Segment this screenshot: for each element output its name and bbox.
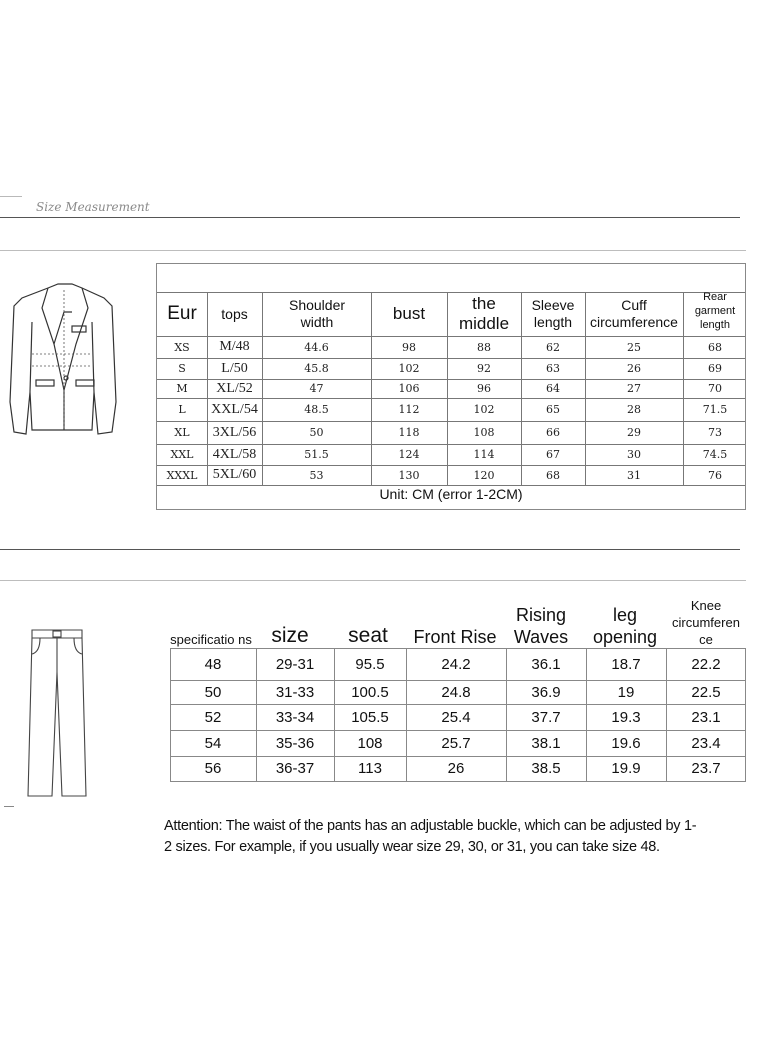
cell-cuff: 29 [627,426,641,439]
cell-spec: 50 [204,683,222,701]
cell-middle: 108 [473,426,495,439]
cell-middle: 120 [473,468,495,482]
cell-rear: 74.5 [702,448,728,461]
cell-cuff: 27 [627,382,641,395]
cell-eur: L [178,403,186,416]
cell-tops: XXL/54 [211,401,258,417]
cell-cuff: 31 [627,468,641,482]
cell-rising-waves: 36.1 [531,655,561,673]
section-mark [0,196,22,201]
cell-bust: 106 [398,382,420,395]
jacket-illustration [8,282,120,442]
table-row [157,398,745,421]
table-row [157,336,745,358]
cell-shoulder: 51.5 [304,448,329,461]
jacket-size-table [156,263,746,510]
cell-seat: 108 [357,734,383,752]
cell-cuff: 30 [627,448,641,461]
cell-tops: L/50 [221,360,248,376]
cell-bust: 130 [398,468,420,482]
cell-size: 33-34 [275,708,315,726]
section-divider-top [0,217,740,218]
header-shoulder-width: Shoulder width [288,297,346,330]
cell-shoulder: 53 [309,468,324,482]
cell-rising-waves: 38.5 [531,760,561,777]
pants-size-table [170,648,746,782]
header-rising-waves: Rising Waves [513,605,569,647]
header-cuff-circumference: Cuff circumference [590,297,678,330]
cell-middle: 114 [473,448,495,461]
cell-knee: 22.5 [691,683,721,701]
cell-seat: 105.5 [351,708,389,726]
cell-shoulder: 48.5 [304,403,329,416]
cell-eur: XXL [170,448,194,461]
cell-middle: 92 [477,362,491,375]
header-sleeve-length: Sleeve length [531,297,575,330]
cell-sleeve: 67 [546,448,560,461]
cell-rear: 70 [708,382,722,395]
cell-bust: 124 [398,448,420,461]
section-divider-middle [0,549,740,550]
header-seat: seat [348,624,388,647]
cell-eur: XS [174,340,190,354]
table-row [157,379,745,398]
cell-bust: 112 [398,403,420,416]
cell-eur: XXXL [166,468,198,482]
cell-size: 29-31 [275,655,315,673]
cell-eur: M [176,382,188,395]
cell-front-rise: 25.4 [441,708,471,726]
header-rear-garment-length: Rear garment length [694,291,736,331]
cell-size: 35-36 [275,734,315,752]
cell-seat: 113 [358,760,382,777]
header-bust: bust [392,304,426,323]
header-knee-circumference: Knee circumferen ce [672,598,740,647]
frame-line [0,250,746,251]
cell-eur: XL [174,426,190,439]
cell-knee: 23.4 [691,734,721,752]
cell-middle: 102 [473,403,495,416]
cell-cuff: 28 [627,403,641,416]
header-middle: the middle [458,294,510,333]
cell-cuff: 25 [627,340,641,354]
cell-tops: 4XL/58 [212,446,257,462]
cell-eur: S [178,362,186,375]
attention-line-2: 2 sizes. For example, if you usually wear size 29, 30, or 31, you can take size 48. [164,839,660,855]
cell-front-rise: 24.8 [441,683,471,701]
header-tops: tops [221,305,248,322]
jacket-header-row [157,292,745,336]
cell-leg-opening: 19.6 [611,734,641,752]
section-title: Size Measurement [36,200,150,214]
cell-rear: 76 [708,468,722,482]
cell-shoulder: 47 [309,382,324,395]
cell-front-rise: 24.2 [441,655,471,673]
cell-rising-waves: 36.9 [531,683,561,701]
attention-line-1: Attention: The waist of the pants has an adjustable buckle, which can be adjusted by 1- [164,818,697,834]
cell-sleeve: 64 [546,382,560,395]
table-row [157,421,745,444]
cell-size: 36-37 [275,760,315,777]
cell-leg-opening: 18.7 [611,655,641,673]
cell-spec: 56 [204,760,222,777]
cell-spec: 54 [204,734,222,752]
cell-knee: 22.2 [691,655,721,673]
table-row [157,444,745,465]
header-leg-opening: leg opening [592,605,658,647]
table-row [157,465,745,485]
cell-sleeve: 65 [546,403,560,416]
cell-sleeve: 66 [546,426,560,439]
cell-seat: 95.5 [355,655,385,673]
cell-tops: 5XL/60 [212,467,257,482]
cell-bust: 118 [398,426,420,439]
cell-spec: 48 [204,655,222,673]
cell-leg-opening: 19.3 [611,708,641,726]
unit-note: Unit: CM (error 1-2CM) [379,486,523,502]
header-size: size [271,624,309,647]
cell-shoulder: 44.6 [304,340,329,354]
cell-size: 31-33 [275,683,315,701]
cell-leg-opening: 19.9 [611,760,641,777]
cell-rear: 71.5 [702,403,728,416]
cell-rear: 73 [708,426,722,439]
table-row [157,358,745,379]
cell-tops: 3XL/56 [212,424,257,440]
cell-tops: XL/52 [216,380,253,396]
frame-line [0,580,746,581]
cell-middle: 96 [477,382,491,395]
cell-sleeve: 62 [546,340,560,354]
stray-mark [4,806,14,807]
cell-bust: 98 [402,340,416,354]
cell-leg-opening: 19 [617,683,635,701]
cell-tops: M/48 [219,339,250,354]
cell-knee: 23.7 [691,760,721,777]
cell-bust: 102 [398,362,420,375]
cell-spec: 52 [204,708,222,726]
cell-front-rise: 25.7 [441,734,471,752]
cell-rising-waves: 38.1 [531,734,561,752]
cell-rear: 69 [708,362,722,375]
cell-sleeve: 63 [546,362,560,375]
cell-rising-waves: 37.7 [531,708,561,726]
cell-cuff: 26 [627,362,641,375]
header-eur: Eur [167,303,197,324]
cell-middle: 88 [477,340,491,354]
cell-front-rise: 26 [447,760,465,777]
pants-illustration [26,628,88,800]
cell-shoulder: 50 [309,426,324,439]
attention-note [164,816,748,858]
cell-sleeve: 68 [546,468,560,482]
cell-seat: 100.5 [351,683,389,701]
header-front-rise: Front Rise [413,627,497,647]
cell-rear: 68 [708,340,722,354]
header-specifications: specificatio ns [170,632,252,647]
cell-knee: 23.1 [691,708,721,726]
cell-shoulder: 45.8 [304,362,329,375]
